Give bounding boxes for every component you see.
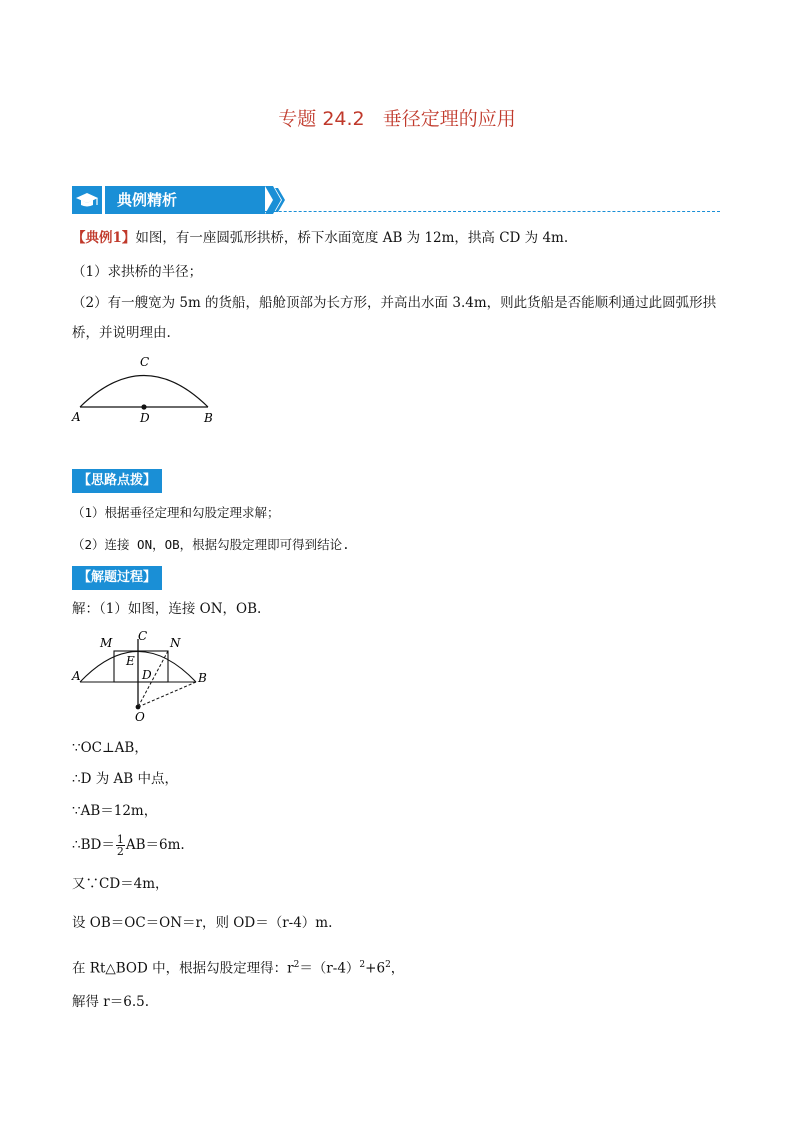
step-7: 在 Rt△BOD 中，根据勾股定理得：$r^2=(r-4)^2+6^2$，: [72, 960, 405, 977]
hint-line-2: （2）连接 ON，OB，根据勾股定理即可得到结论.: [72, 537, 350, 552]
label-b: B: [204, 411, 213, 425]
step-2: ∴D 为 AB 中点，: [72, 771, 178, 787]
label-o: O: [135, 710, 145, 724]
question-2-line-2: 桥，并说明理由.: [72, 325, 171, 341]
topic-title: 垂径定理的应用: [382, 108, 516, 130]
line-ob: [138, 682, 196, 707]
hint-line-1: （1）根据垂径定理和勾股定理求解；: [72, 505, 280, 520]
label-e: E: [126, 654, 135, 668]
label-a: A: [72, 410, 81, 424]
hint-label: 【思路点拨】: [72, 469, 162, 493]
section-banner-label: 典例精析: [105, 186, 265, 214]
arch-bridge-figure: [68, 350, 228, 430]
example-text: 如图，有一座圆弧形拱桥，桥下水面宽度 AB 为 12m，拱高 CD 为 4m.: [135, 230, 569, 246]
label-d: D: [142, 668, 152, 682]
page-title: [0, 104, 794, 131]
point-o: [136, 705, 141, 710]
step-4: ∴BD＝ $\frac{1}{2}$ AB＝6m.: [72, 833, 185, 858]
question-1: （1）求拱桥的半径；: [72, 264, 203, 280]
solution-figure: [68, 627, 218, 727]
fraction-one-half: $\frac{1}{2}$: [116, 833, 124, 858]
solution-intro: 解：（1）如图，连接 ON，OB.: [72, 601, 262, 617]
solution-label: 【解题过程】: [72, 566, 162, 590]
label-c: C: [140, 355, 150, 369]
example-statement: [72, 228, 568, 248]
example-tag: 【典例1】: [72, 230, 136, 246]
step-5: 又∵CD＝4m，: [72, 876, 169, 892]
step-3: ∵AB＝12m，: [72, 803, 158, 819]
step-1: ∵OC⊥AB，: [72, 740, 148, 756]
label-m: M: [100, 636, 113, 650]
topic-prefix: 专题 24.2: [278, 108, 365, 130]
chevron-right-icon: [265, 186, 287, 214]
point-d: [141, 404, 146, 409]
question-2-line-1: （2）有一艘宽为 5m 的货船，船舱顶部为长方形，并高出水面 3.4m，则此货船是否能顺利通过此圆弧形拱: [72, 295, 717, 311]
label-d: D: [140, 411, 150, 425]
section-divider: [214, 211, 720, 212]
step-6: 设 OB＝OC＝ON＝r，则 OD＝（r-4）m.: [72, 915, 333, 931]
graduation-cap-icon: [72, 186, 102, 214]
label-a: A: [72, 669, 81, 683]
label-c: C: [138, 629, 148, 643]
label-n: N: [170, 636, 181, 650]
arc-path: [80, 376, 208, 408]
step-8: 解得 r＝6.5.: [72, 994, 150, 1010]
label-b: B: [198, 671, 207, 685]
